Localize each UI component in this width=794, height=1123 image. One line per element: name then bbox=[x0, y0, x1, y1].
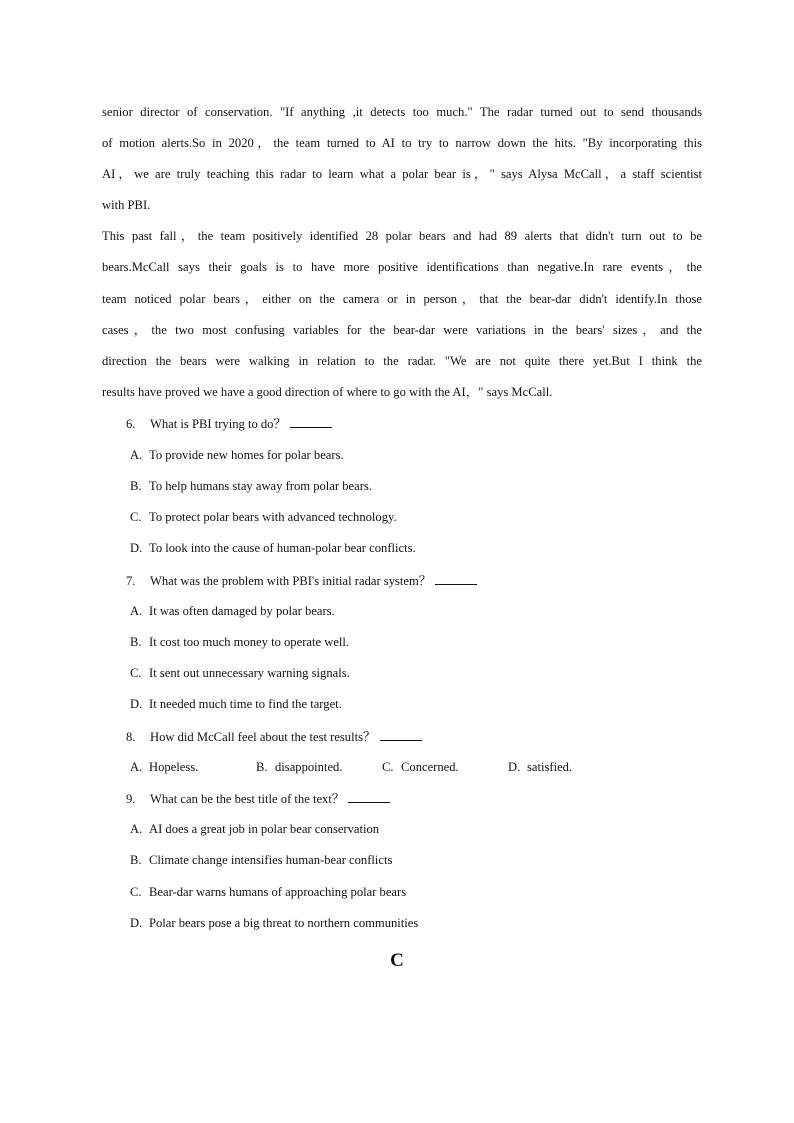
question-number: 8. bbox=[126, 730, 136, 744]
option-letter: C. bbox=[130, 885, 142, 899]
option-text: It needed much time to find the target. bbox=[149, 697, 342, 711]
question-7 bbox=[126, 572, 477, 589]
option-text: Climate change intensifies human-bear conflicts bbox=[149, 853, 393, 867]
passage-line: senior director of conservation. "If anything ,it detects too much." The radar turned out to send thousands bbox=[102, 105, 702, 119]
option-8b[interactable] bbox=[256, 759, 343, 775]
option-9c[interactable] bbox=[130, 884, 406, 900]
passage-line: with PBI. bbox=[102, 198, 151, 212]
option-letter: C. bbox=[130, 510, 142, 524]
passage-line: AI，we are truly teaching this radar to learn what a polar bear is，" says Alysa McCall，a staff scientist bbox=[102, 167, 702, 181]
option-letter: A. bbox=[130, 760, 143, 774]
option-letter: B. bbox=[256, 760, 268, 774]
option-9b[interactable] bbox=[130, 852, 392, 868]
option-7d[interactable] bbox=[130, 696, 342, 712]
option-text: To help humans stay away from polar bears. bbox=[149, 479, 372, 493]
passage-line: team noticed polar bears，either on the camera or in person，that the bear-dar didn't identify.In those bbox=[102, 292, 702, 306]
question-6 bbox=[126, 415, 332, 432]
question-stem: What can be the best title of the text？ bbox=[150, 792, 345, 806]
option-8c[interactable] bbox=[382, 759, 459, 775]
option-letter: A. bbox=[130, 604, 143, 618]
passage-line: cases，the two most confusing variables for the bear-dar were variations in the bears' sizes，and the bbox=[102, 323, 702, 337]
passage-line: direction the bears were walking in relation to the radar. "We are not quite there yet.But I think the bbox=[102, 354, 702, 368]
option-6c[interactable] bbox=[130, 509, 397, 525]
option-text: Hopeless. bbox=[149, 760, 199, 774]
option-text: To protect polar bears with advanced technology. bbox=[149, 510, 397, 524]
option-letter: D. bbox=[508, 760, 521, 774]
option-text: It cost too much money to operate well. bbox=[149, 635, 350, 649]
option-text: Polar bears pose a big threat to northern communities bbox=[149, 916, 419, 930]
option-7b[interactable] bbox=[130, 634, 349, 650]
option-letter: B. bbox=[130, 853, 142, 867]
question-stem: How did McCall feel about the test results？ bbox=[150, 730, 376, 744]
question-number: 9. bbox=[126, 792, 136, 806]
answer-blank[interactable] bbox=[435, 572, 477, 585]
option-9d[interactable] bbox=[130, 915, 418, 931]
option-7c[interactable] bbox=[130, 665, 350, 681]
answer-blank[interactable] bbox=[380, 728, 422, 741]
option-letter: D. bbox=[130, 916, 143, 930]
question-stem: What was the problem with PBI's initial radar system？ bbox=[150, 574, 432, 588]
passage-line: bears.McCall says their goals is to have more positive identifications than negative.In rare events，the bbox=[102, 260, 702, 274]
option-6d[interactable] bbox=[130, 540, 416, 556]
option-letter: C. bbox=[382, 760, 394, 774]
option-8d[interactable] bbox=[508, 759, 572, 775]
option-6b[interactable] bbox=[130, 478, 372, 494]
passage-line: results have proved we have a good direction of where to go with the AI，" says McCall. bbox=[102, 385, 553, 399]
option-9a[interactable] bbox=[130, 821, 379, 837]
option-6a[interactable] bbox=[130, 447, 344, 463]
option-letter: A. bbox=[130, 822, 143, 836]
question-8 bbox=[126, 728, 422, 745]
option-letter: C. bbox=[130, 666, 142, 680]
question-number: 7. bbox=[126, 574, 136, 588]
option-letter: D. bbox=[130, 541, 143, 555]
option-text: satisfied. bbox=[527, 760, 573, 774]
option-letter: B. bbox=[130, 635, 142, 649]
option-letter: A. bbox=[130, 448, 143, 462]
option-8a[interactable] bbox=[130, 759, 198, 775]
option-text: AI does a great job in polar bear conservation bbox=[149, 822, 380, 836]
option-text: To provide new homes for polar bears. bbox=[149, 448, 344, 462]
option-text: Concerned. bbox=[401, 760, 459, 774]
option-7a[interactable] bbox=[130, 603, 335, 619]
answer-blank[interactable] bbox=[348, 790, 390, 803]
option-text: It sent out unnecessary warning signals. bbox=[149, 666, 350, 680]
passage-line: of motion alerts.So in 2020，the team turned to AI to try to narrow down the hits. "By incorporating this bbox=[102, 136, 702, 150]
section-heading: C bbox=[390, 950, 404, 971]
option-letter: B. bbox=[130, 479, 142, 493]
passage-line: This past fall，the team positively identified 28 polar bears and had 89 alerts that didn't turn out to be bbox=[102, 229, 702, 243]
option-text: Bear-dar warns humans of approaching polar bears bbox=[149, 885, 407, 899]
option-text: To look into the cause of human-polar bear conflicts. bbox=[149, 541, 416, 555]
question-stem: What is PBI trying to do？ bbox=[150, 417, 287, 431]
option-text: disappointed. bbox=[275, 760, 343, 774]
question-number: 6. bbox=[126, 417, 136, 431]
option-letter: D. bbox=[130, 697, 143, 711]
question-9 bbox=[126, 790, 390, 807]
option-text: It was often damaged by polar bears. bbox=[149, 604, 335, 618]
answer-blank[interactable] bbox=[290, 415, 332, 428]
